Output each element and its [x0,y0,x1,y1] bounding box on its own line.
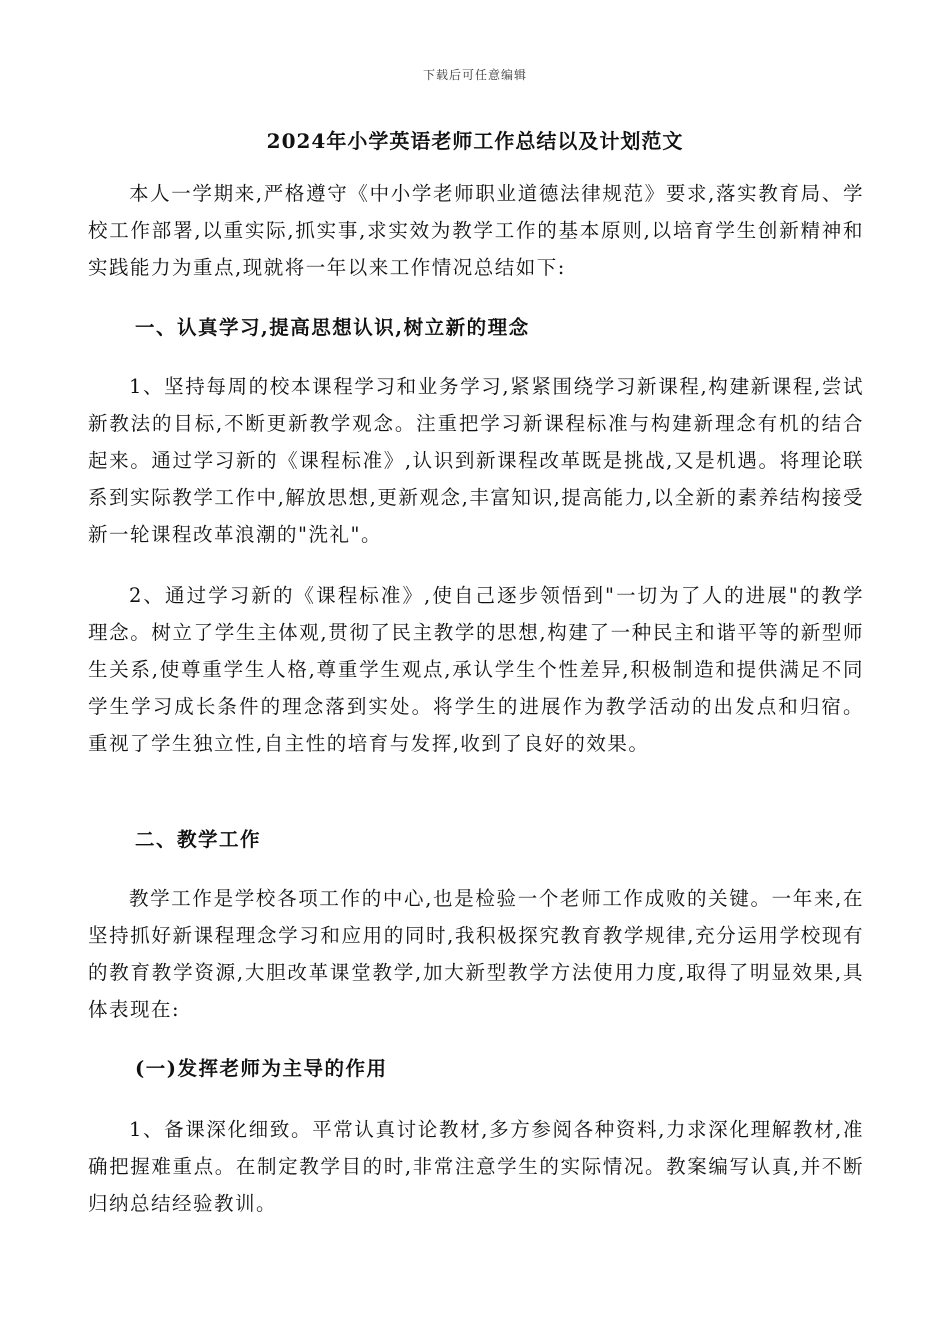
subsection1-heading: (一)发挥老师为主导的作用 [135,1057,388,1080]
section2-heading: 二、教学工作 [135,828,262,851]
document-title: 2024年小学英语老师工作总结以及计划范文 [266,129,684,153]
section1-paragraph-1: 1、坚持每周的校本课程学习和业务学习,紧紧围绕学习新课程,构建新课程,尝试新教法的目标,不断更新教学观念。注重把学习新课程标准与构建新理念有机的结合起来。通过学习新的《课程标准》,认识到新课程改革既是挑战,又是机遇。将理论联系到实际教学工作中,解放思想,更新观念,丰富知识,提高能力,以全新的素养结构接受新一轮课程改革浪潮的"洗礼"。 [88,375,864,546]
section2-paragraph-1: 教学工作是学校各项工作的中心,也是检验一个老师工作成败的关键。一年来,在坚持抓好新课程理念学习和应用的同时,我积极探究教育教学规律,充分运用学校现有的教育教学资源,大胆改革课堂教学,加大新型教学方法使用力度,取得了明显效果,具体表现在: [88,887,864,1021]
intro-paragraph: 本人一学期来,严格遵守《中小学老师职业道德法律规范》要求,落实教育局、学校工作部署,以重实际,抓实事,求实效为教学工作的基本原则,以培育学生创新精神和实践能力为重点,现就将一年以来工作情况总结如下: [88,182,864,279]
header-note: 下载后可任意编辑 [422,68,527,82]
section1-paragraph-2: 2、通过学习新的《课程标准》,使自己逐步领悟到"一切为了人的进展"的教学理念。树立了学生主体观,贯彻了民主教学的思想,构建了一种民主和谐平等的新型师生关系,使尊重学生人格,尊重学生观点,承认学生个性差异,积极制造和提供满足不同学生学习成长条件的理念落到实处。将学生的进展作为教学活动的出发点和归宿。重视了学生独立性,自主性的培育与发挥,收到了良好的效果。 [88,584,864,755]
section1-heading: 一、认真学习,提高思想认识,树立新的理念 [135,316,530,339]
subsection1-paragraph-1: 1、备课深化细致。平常认真讨论教材,多方参阅各种资料,力求深化理解教材,准确把握难重点。在制定教学目的时,非常注意学生的实际情况。教案编写认真,并不断归纳总结经验教训。 [88,1118,864,1215]
